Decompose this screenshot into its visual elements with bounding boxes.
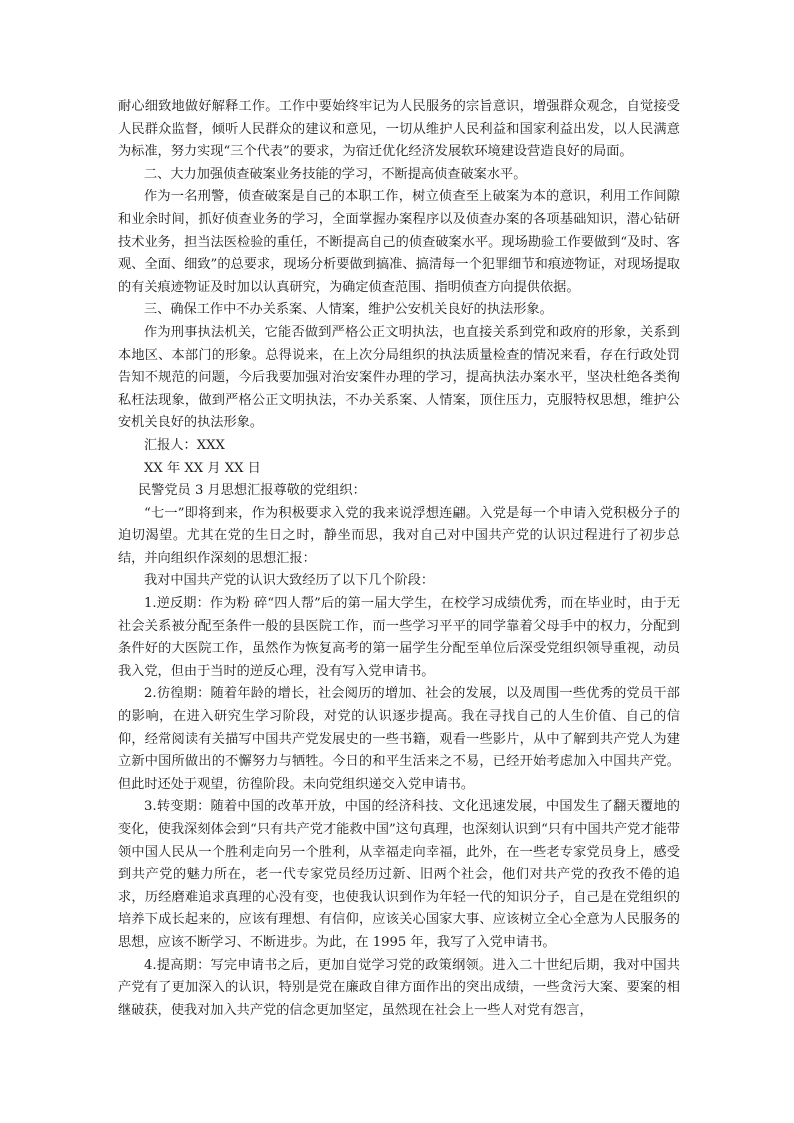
- section-heading: 三、确保工作中不办关系案、人情案，维护公安机关良好的执法形象。: [144, 302, 553, 318]
- stage-paragraph: 3.转变期：随着中国的改革开放，中国的经济科技、文化迅速发展，中国发生了翻天覆地的变化，使我深刻体会到“只有共产党才能救中国”这句真理，也深刻认识到“只有中国共产党才能带领中国人民从一个胜利走向另一个胜利，从幸福走向幸福，此外，在一些老专家党员身上，感受到共产党的魅力所在，老一代专家党员经历过新、旧两个社会，他们对共产党的孜孜不倦的追求，历经磨难追求真理的心没有变，也使我认识到作为年轻一代的知识分子，自己是在党组织的培养下成长起来的，应该有理想、有信仰，应该关心国家大事、应该树立全心全意为人民服务的思想，应该不断学习、不断进步。为此，在 1995 年，我写了入党申请书。: [118, 799, 680, 950]
- document-page: [118, 96, 680, 1022]
- stage-paragraph: 1.逆反期：作为粉 碎“四人帮”后的第一届大学生，在校学习成绩优秀，而在毕业时，由于无社会关系被分配至条件一般的县医院工作，而一些学习平平的同学靠着父母手中的权力，分配到条件好的大医院工作，虽然作为恢复高考的第一届学生分配至单位后深受党组织领导重视，动员我入党，但由于当时的逆反心理，没有写入党申请书。: [118, 596, 680, 679]
- date-line: XX 年 XX 月 XX 日: [144, 460, 261, 476]
- report-title-salutation: 民警党员 3 月思想汇报尊敬的党组织：: [138, 483, 366, 499]
- body-paragraph: “七一”即将到来，作为积极要求入党的我来说浮想连翩。入党是每一个申请入党积极分子的迫切渴望。尤其在党的生日之时，静坐而思，我对自己对中国共产党的认识过程进行了初步总结，并向组织作深刻的思想汇报：: [118, 505, 680, 566]
- section-heading: 二、大力加强侦查破案业务技能的学习，不断提高侦查破案水平。: [144, 166, 527, 182]
- body-paragraph: 我对中国共产党的认识大致经历了以下几个阶段：: [144, 573, 435, 589]
- stage-paragraph: 2.彷徨期：随着年龄的增长，社会阅历的增加、社会的发展，以及周围一些优秀的党员干部的影响，在进入研究生学习阶段，对党的认识逐步提高。我在寻找自己的人生价值、自己的信仰，经常阅读有关描写中国共产党发展史的一些书籍，观看一些影片，从中了解到共产党人为建立新中国所做出的不懈努力与牺牲。今日的和平生活来之不易，已经开始考虑加入中国共产党。但此时还处于观望，彷徨阶段。未向党组织递交入党申请书。: [118, 686, 680, 792]
- reporter-line: 汇报人：XXX: [144, 437, 225, 453]
- body-paragraph: 作为刑事执法机关，它能否做到严格公正文明执法，也直接关系到党和政府的形象，关系到本地区、本部门的形象。总得说来，在上次分局组织的执法质量检查的情况来看，存在行政处罚告知不规范的问题，今后我要加强对治安案件办理的学习，提高执法办案水平，坚决杜绝各类徇私枉法现象，做到严格公正文明执法，不办关系案、人情案，顶住压力，克服特权思想，维护公安机关良好的执法形象。: [118, 324, 680, 431]
- body-paragraph: 作为一名刑警，侦查破案是自己的本职工作，树立侦查至上破案为本的意识，利用工作间隙和业余时间，抓好侦查业务的学习，全面掌握办案程序以及侦查办案的各项基础知识，潜心钻研技术业务，担当法医检验的重任，不断提高自己的侦查破案水平。现场勘验工作要做到“及时、客观、全面、细致”的总要求，现场分析要做到搞准、搞清每一个犯罪细节和痕迹物证，对现场提取的有关痕迹物证及时加以认真研究，为确定侦查范围、指明侦查方向提供依据。: [118, 189, 680, 295]
- body-paragraph: 耐心细致地做好解释工作。工作中要始终牢记为人民服务的宗旨意识，增强群众观念，自觉接受人民群众监督，倾听人民群众的建议和意见，一切从维护人民利益和国家利益出发，以人民满意为标准，努力实现“三个代表”的要求，为宿迁优化经济发展软环境建设营造良好的局面。: [118, 99, 680, 160]
- stage-paragraph: 4.提高期：写完申请书之后，更加自觉学习党的政策纲领。进入二十世纪后期，我对中国共产党有了更加深入的认识，特别是党在廉政自律方面作出的突出成绩，一些贪污大案、要案的相继破获，使我对加入共产党的信念更加坚定，虽然现在社会上一些人对党有怨言，: [118, 957, 680, 1018]
